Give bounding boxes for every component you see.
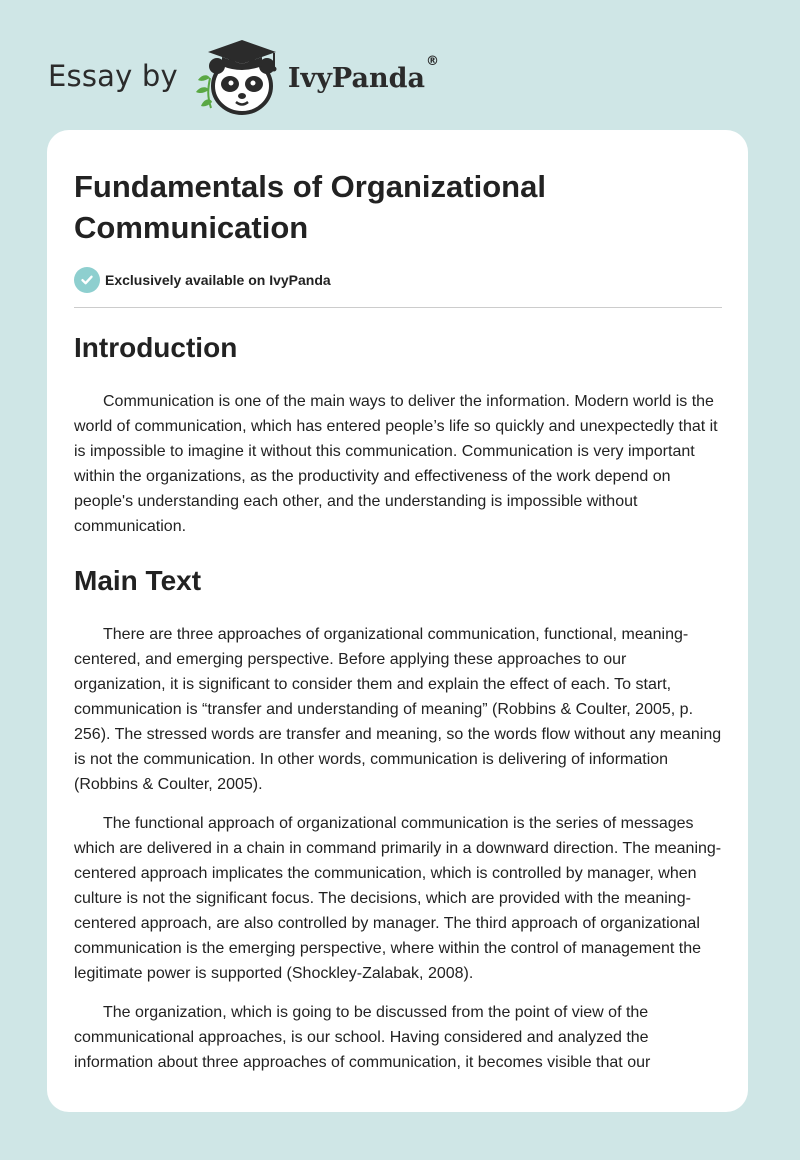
site-header	[48, 36, 439, 116]
paragraph: The functional approach of organizational communication is the series of messages which are delivered in a chain in command primarily in a downward direction. The meaning-centered approach implicates the communication, which is controlled by manager, when culture is not the significant focus. The decisions, which are provided with the meaning-centered approach, are also controlled by manager. The third approach of organizational communication is the emerging perspective, where within the control of management the legitimate power is supported (Shockley-Zalabak, 2008).	[74, 815, 722, 982]
brand-name-text: IvyPanda	[287, 62, 425, 94]
registered-mark: ®	[425, 53, 439, 69]
brand-name[interactable]	[287, 53, 439, 94]
checkmark-circle-icon	[74, 267, 100, 293]
essay-title: Fundamentals of Organizational Communication	[74, 169, 546, 245]
essay-by-label: Essay by	[48, 58, 178, 93]
paragraph: The organization, which is going to be discussed from the point of view of the communicational approaches, is our school. Having considered and analyzed the information about three approaches of communication, it becomes visible that our	[74, 1004, 651, 1071]
panda-graduation-cap-logo-icon[interactable]	[192, 36, 284, 116]
exclusive-badge	[74, 266, 722, 294]
paragraph: Communication is one of the main ways to deliver the information. Modern world is the world of communication, which has entered people’s life so quickly and unexpectedly that it is impossible to imagine it without this communication. Communication is very important within the organizations, as the productivity and effectiveness of the work depend on people's understanding each other, and the understanding is impossible without communication.	[74, 393, 718, 535]
section-heading-introduction: Introduction	[74, 332, 238, 363]
exclusive-badge-text: Exclusively available on IvyPanda	[105, 272, 331, 288]
essay-card	[47, 130, 748, 1112]
section-heading-main-text: Main Text	[74, 565, 202, 596]
paragraph: There are three approaches of organizational communication, functional, meaning-centered, and emerging perspective. Before applying these approaches to our organization, it is significant to consider them and explain the effect of each. To start, communication is “transfer and understanding of meaning” (Robbins & Coulter, 2005, p. 256). The stressed words are transfer and meaning, so the words flow without any meaning is not the communication. In other words, communication is delivering of information (Robbins & Coulter, 2005).	[74, 626, 722, 793]
title-divider	[74, 307, 722, 308]
